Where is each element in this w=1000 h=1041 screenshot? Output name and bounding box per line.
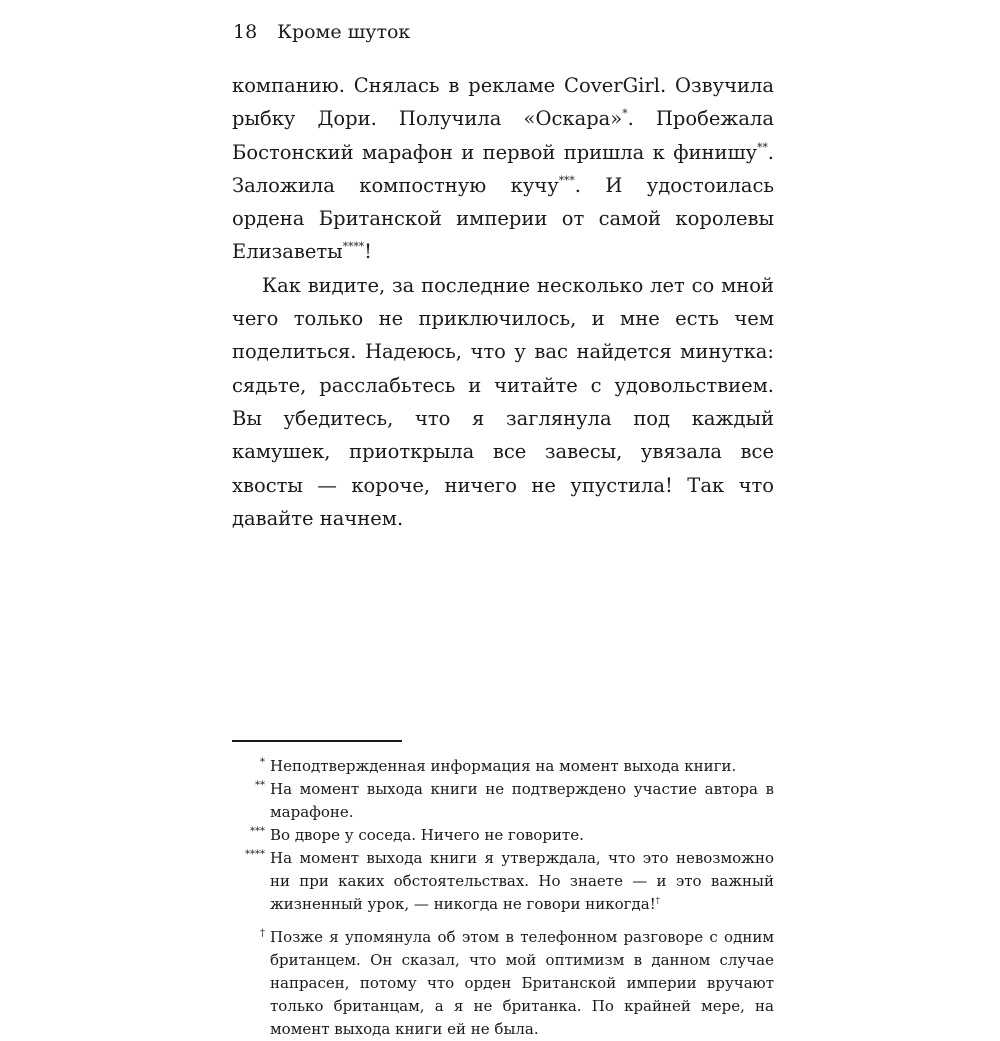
text-segment: . Заложила компостную кучу <box>232 140 774 197</box>
footnote-text: Во дворе у соседа. Ничего не говорите. <box>270 826 584 844</box>
footnote-divider <box>232 740 402 742</box>
paragraph-1 <box>232 69 774 269</box>
footnote-ref: *** <box>558 173 575 187</box>
footnote-ref: † <box>655 894 660 905</box>
text-segment: . Пробежала Бостонский марафон и первой пришла к финишу <box>232 107 774 164</box>
footnote-text: Позже я упомянула об этом в телефонном разговоре с одним британцем. Он сказал, что мой оптимизм в данном случае напрасен, потому что орден Британской империи вручают только британцам, а я не британка. По крайней мере, на момент выхода книги ей не была. <box>270 928 774 1038</box>
footnote-text <box>270 847 774 916</box>
running-head <box>233 20 410 44</box>
text-segment: . И удостоилась ордена Британской империи от самой королевы Елизаветы <box>232 173 774 264</box>
footnote-marker: † <box>260 928 265 939</box>
text-segment: компанию. Снялась в рекламе CoverGirl. Озвучила рыбку Дори. Получила «Оскара» <box>232 74 774 131</box>
footnote-3 <box>232 824 774 847</box>
footnote-ref: **** <box>342 240 365 254</box>
footnote-text: На момент выхода книги не подтверждено участие автора в марафоне. <box>270 780 774 821</box>
footnote-5 <box>232 926 774 1041</box>
footnote-4 <box>232 847 774 916</box>
footnote-text: Неподтвержденная информация на момент выхода книги. <box>270 757 737 775</box>
footnote-marker: **** <box>245 849 265 860</box>
footnote-marker: ** <box>255 780 265 791</box>
body-text <box>232 69 774 535</box>
footnote-ref: ** <box>757 140 768 154</box>
footnote-text-body: На момент выхода книги я утверждала, что это невозможно ни при каких обстоятельствах. Но знаете — и это важный жизненный урок, — никогда не говори никогда! <box>270 849 774 913</box>
footnote-marker: *** <box>250 826 265 837</box>
footnote-ref: * <box>622 107 628 121</box>
running-title: Кроме шуток <box>277 21 411 43</box>
paragraph-2: Как видите, за последние несколько лет со мной чего только не приключилось, и мне есть чем поделиться. Надеюсь, что у вас найдется минутка: сядьте, расслабьтесь и читайте с удовольствием. Вы убедитесь, что я заглянула под каждый камушек, приоткрыла все завесы, увязала все хвосты — короче, ничего не упустила! Так что давайте начнем. <box>232 273 774 530</box>
page-number: 18 <box>233 21 258 43</box>
footnote-2 <box>232 778 774 824</box>
footnote-marker: * <box>260 757 265 768</box>
text-segment: ! <box>364 240 372 264</box>
footnotes <box>232 755 774 1041</box>
footnote-1 <box>232 755 774 778</box>
